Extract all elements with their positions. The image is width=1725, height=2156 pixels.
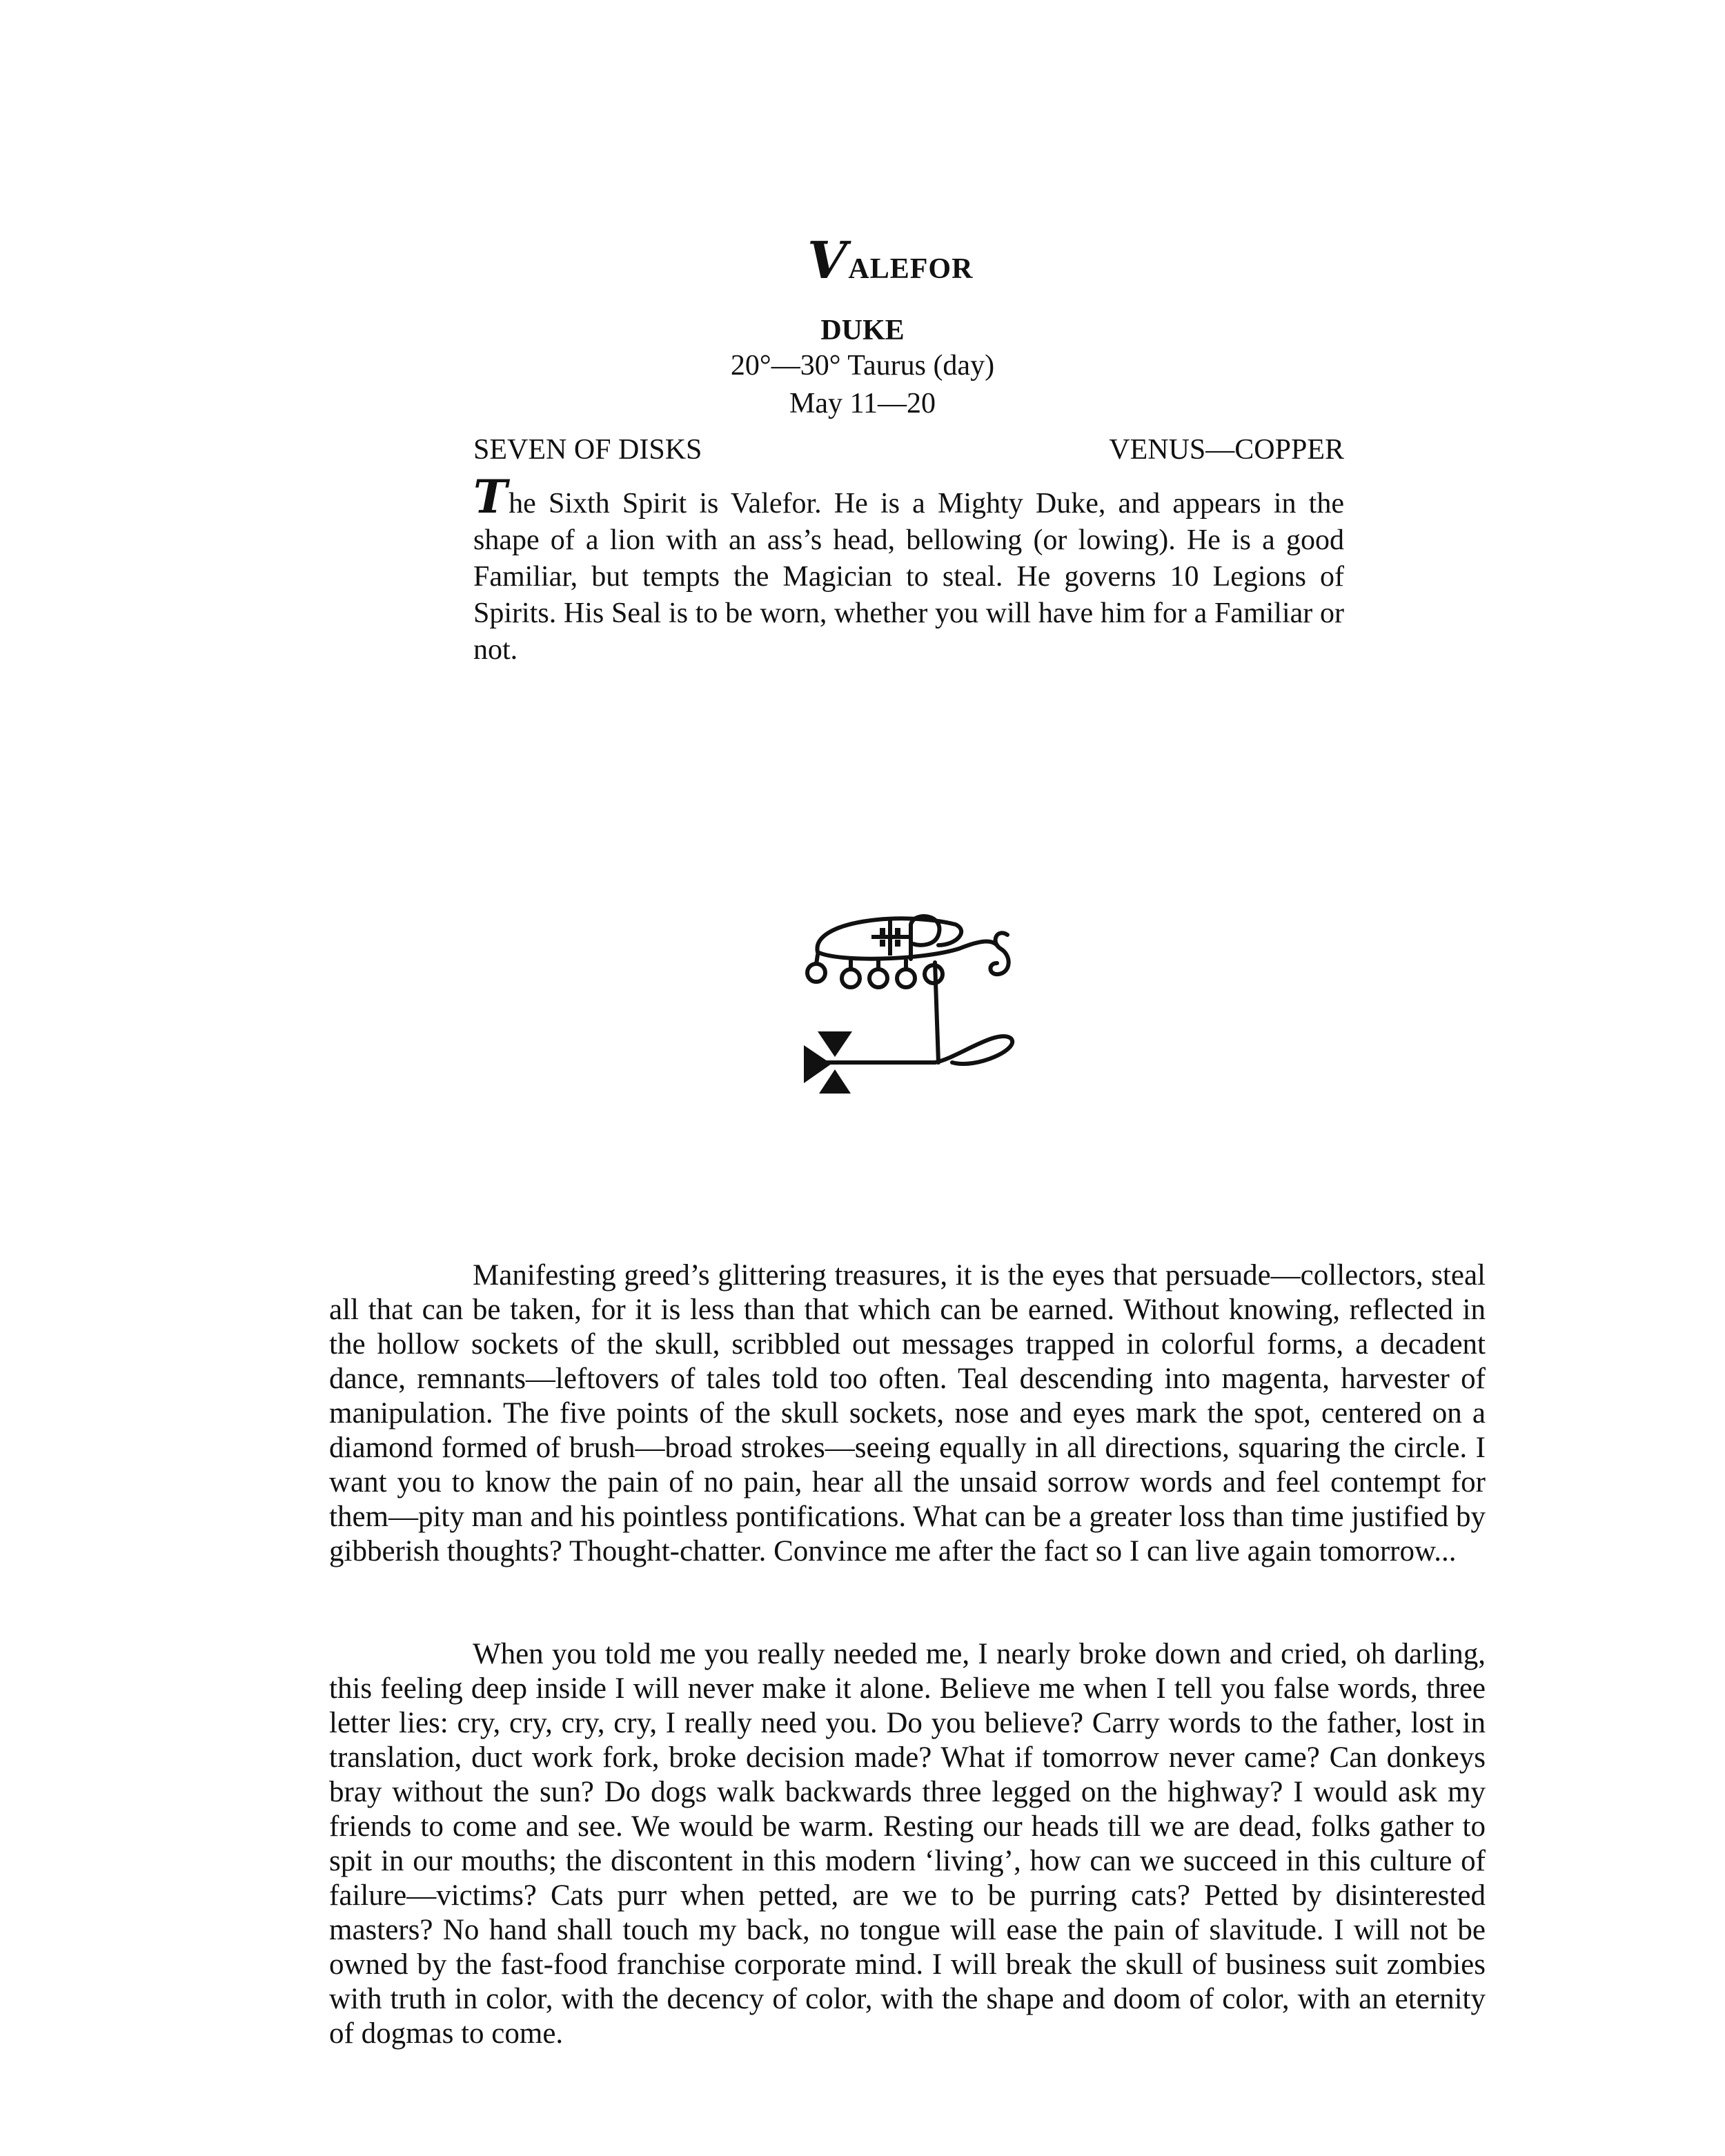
planet-metal: VENUS—COPPER [1109,434,1344,466]
spirit-rank: DUKE [820,315,905,346]
spirit-title [807,231,973,290]
zodiac-degrees: 20°—30° Taurus (day) [730,350,995,382]
paragraph-text: Manifesting greed’s glittering treasures, it is the eyes that persuade—collectors, steal all that can be taken, for it is less than that which can be earned. Without knowing, reflected in the hollow sockets of the skull, scribbled out messages trapped in colorful forms, a decadent dance, remnants—leftovers of tales told too often. Teal descending into magenta, harvester of manipulation. The five points of the skull sockets, nose and eyes mark the spot, centered on a diamond formed of brush—broad strokes—seeing equally in all directions, squaring the circle. I want you to know the pain of no pain, hear all the unsaid sorrow words and feel contempt for them—pity man and his pointless pontifications. What can be a greater loss than time justified by gibberish thoughts? Thought-chatter. Convince me after the fact so I can live again tomorrow... [329,1259,1486,1567]
commentary-paragraph-1 [329,1258,1486,1569]
attribution-row [473,433,1344,466]
drop-cap: T [473,470,508,524]
valefor-seal-icon [797,897,1025,1104]
goetia-entry [473,470,1344,669]
tarot-card: SEVEN OF DISKS [473,434,702,466]
commentary-paragraph-2 [329,1637,1486,2051]
entry-text: he Sixth Spirit is Valefor. He is a Mighty Duke, and appears in the shape of a lion with an ass’s head, bellowing (or lowing). He is a good Familiar, but tempts the Magician to steal. He governs 10 Legions of Spirits. His Seal is to be worn, whether you will have him for a Familiar or not. [473,488,1344,666]
title-rest: ALEFOR [848,253,974,285]
title-initial: V [807,231,847,290]
date-range: May 11—20 [789,388,936,419]
paragraph-text: When you told me you really needed me, I nearly broke down and cried, oh darling, this feeling deep inside I will never make it alone. Believe me when I tell you false words, three letter lies: cry, cry, cry, cry, I really need you. Do you believe? Carry words to the father, lost in translation, duct work fork, broke decision made? What if tomorrow never came? Can donkeys bray without the sun? Do dogs walk backwards three legged on the highway? I would ask my friends to come and see. We would be warm. Resting our heads till we are dead, folks gather to spit in our mouths; the discontent in this modern ‘living’, how can we succeed in this culture of failure—victims? Cats purr when petted, are we to be purring cats? Petted by disinterested masters? No hand shall touch my back, no tongue will ease the pain of slavitude. I will not be owned by the fast-food franchise corporate mind. I will break the skull of business suit zombies with truth in color, with the decency of color, with the shape and doom of color, with an eternity of dogmas to come. [329,1638,1486,2050]
